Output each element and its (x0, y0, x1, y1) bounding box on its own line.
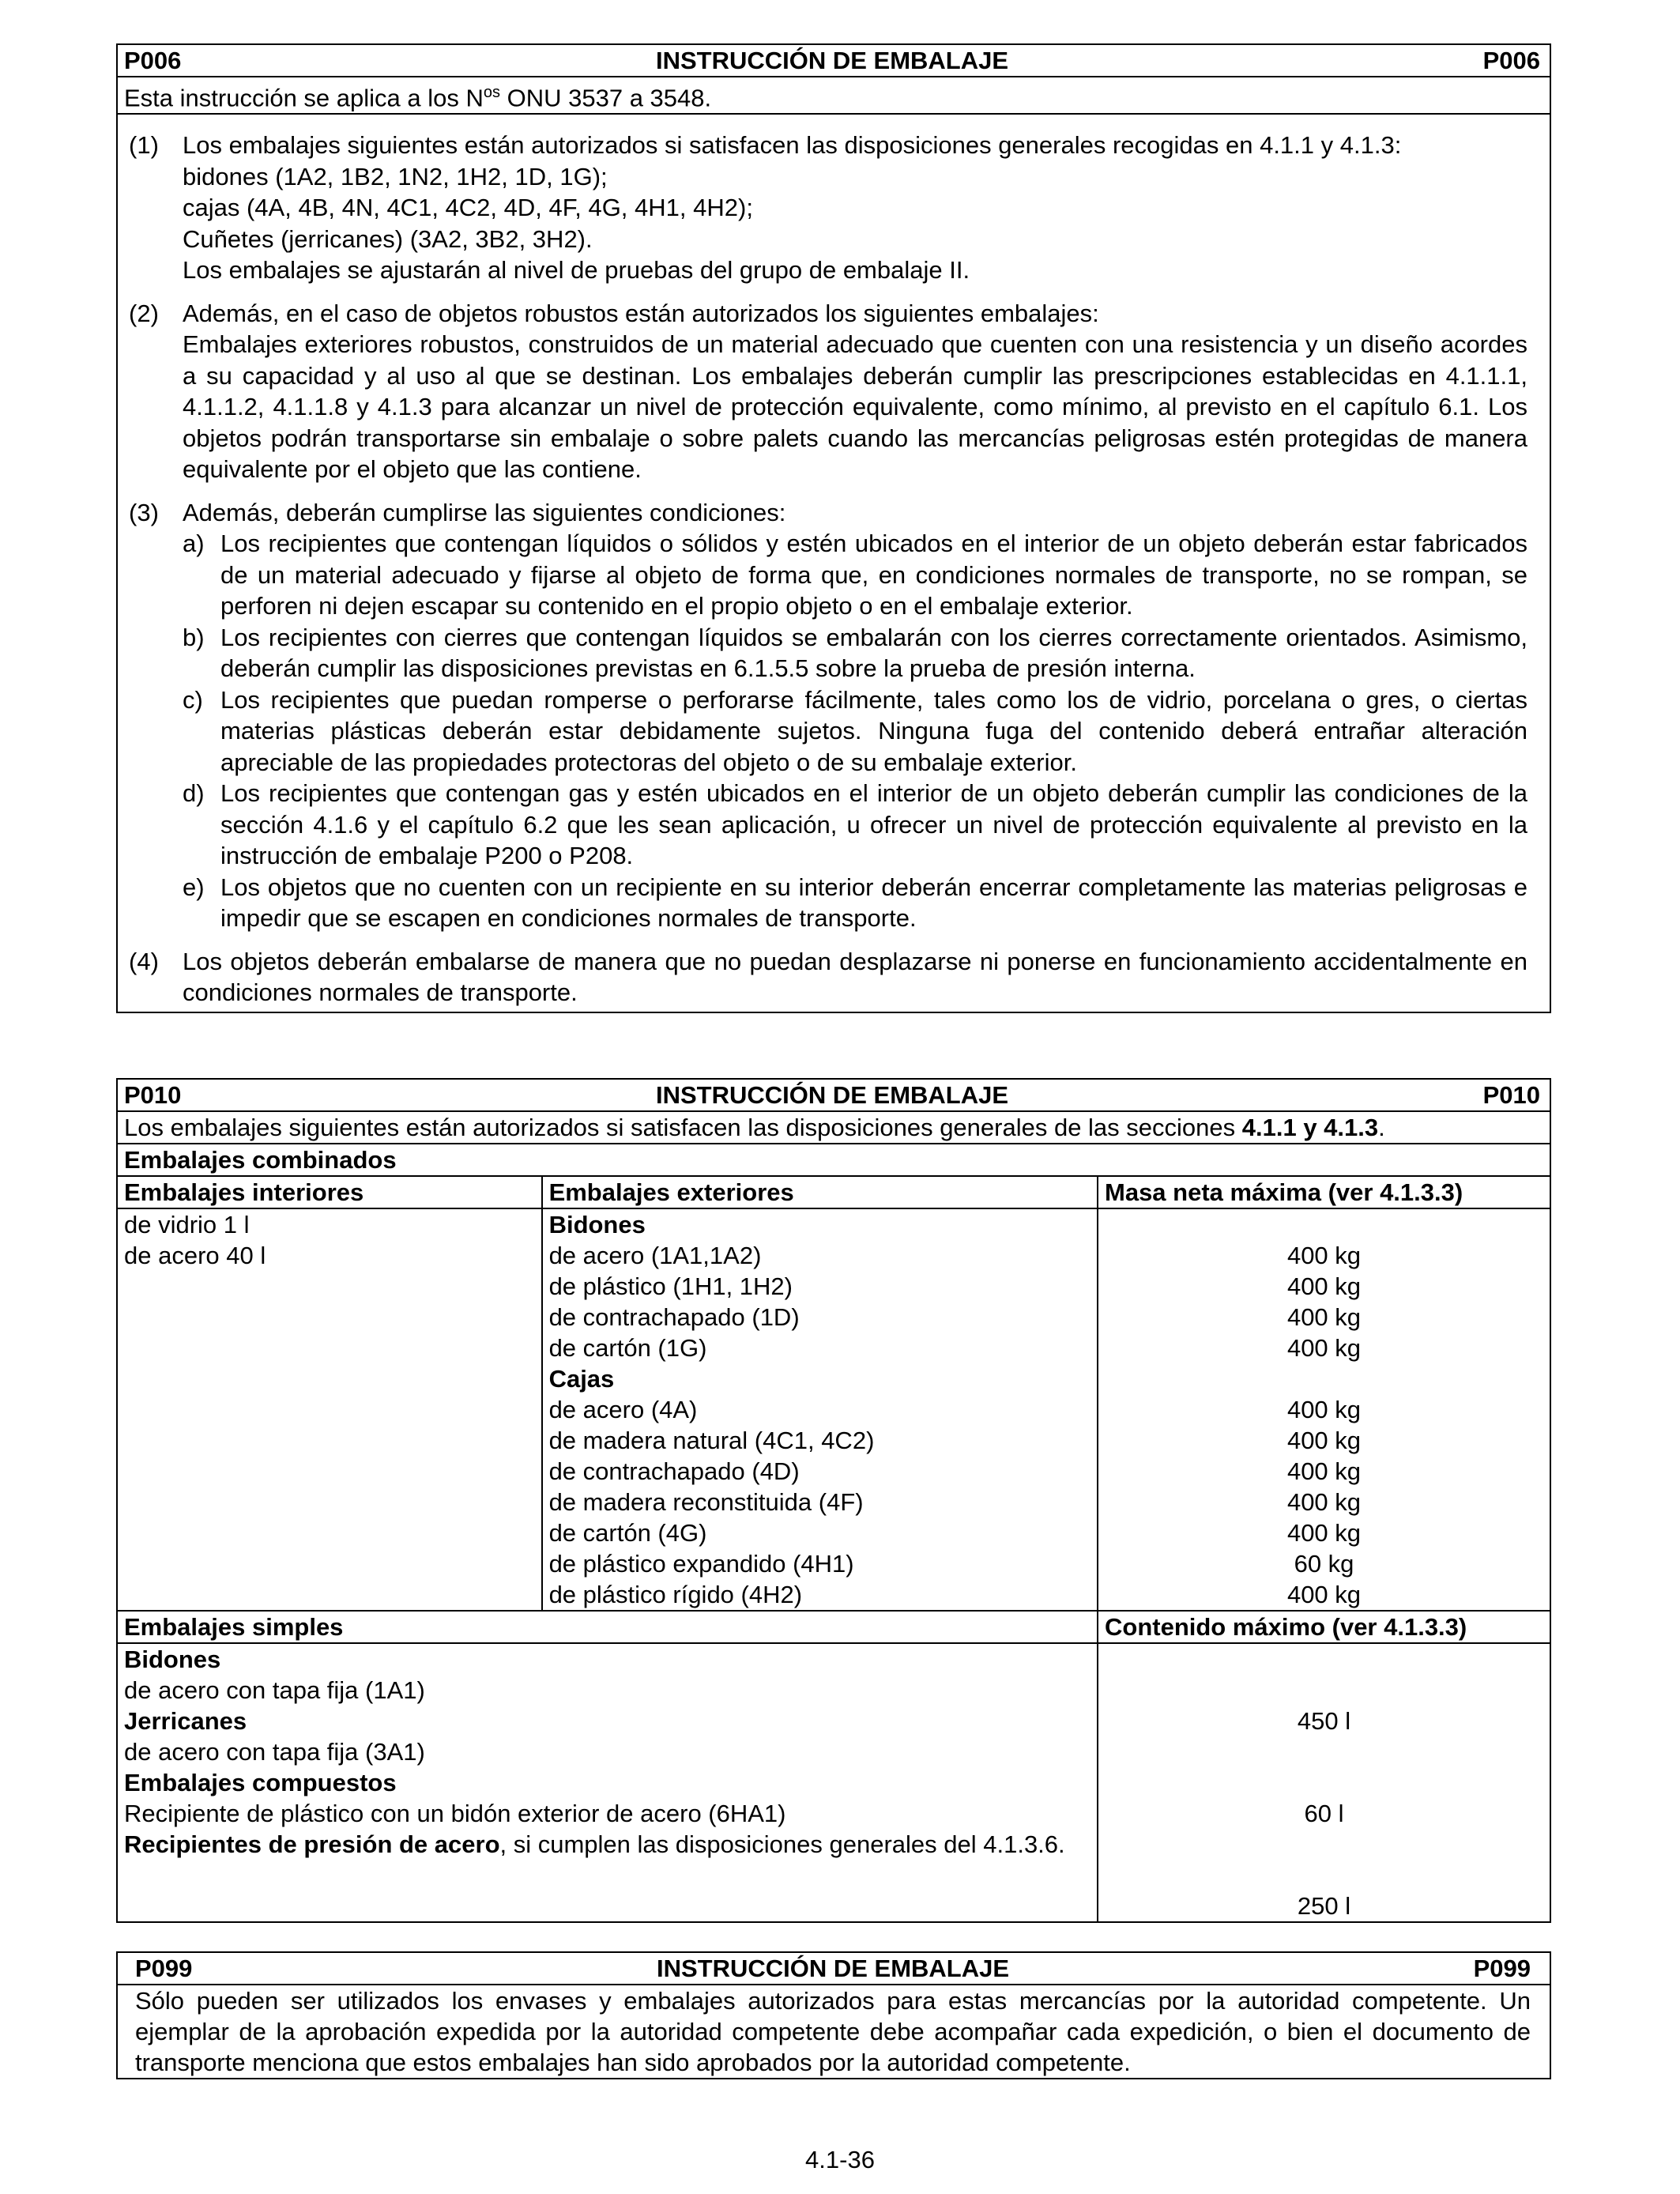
p099-code-left: P099 (135, 1955, 193, 1982)
outer-item: de plástico rígido (4H2) (548, 1581, 803, 1608)
para-number: (3) (129, 498, 159, 526)
single-col-header: Contenido máximo (ver 4.1.3.3) (1098, 1611, 1550, 1643)
single-packagings-cell (117, 1643, 1098, 1922)
item-text: Los recipientes que puedan romperse o perforarse fácilmente, tales como los de vidrio, porcelana o gres, o ciertas materias plásticas deberán estar debidamente sujetos. Ninguna fuga del contenido deberá entrañar alteración apreciable de las propiedades protectoras del objeto o de su embalaje exterior. (220, 685, 1527, 776)
item-text: Los recipientes con cierres que contengan líquidos se embalarán con los cierres correctamente orientados. Asimismo, deberán cumplir las disposiciones previstas en 6.1.5.5 sobre la prueba de presión interna. (220, 623, 1527, 683)
p099-text: Sólo pueden ser utilizados los envases y embalajes autorizados para estas mercancías por la autoridad competente. Un ejemplar de la aprobación expedida por la autoridad competente debe acompañar cada expedición, o bien el documento de transporte menciona que estos embalajes han sido aprobados por la autoridad competente. (135, 1987, 1531, 2076)
outer-packagings-cell (542, 1208, 1098, 1611)
outer-item: de madera natural (4C1, 4C2) (548, 1427, 875, 1454)
mass-value: 60 kg (1294, 1550, 1354, 1578)
mass-value: 400 kg (1286, 1457, 1362, 1485)
p010-intro-post: . (1378, 1114, 1385, 1141)
mass-value: 400 kg (1286, 1334, 1362, 1362)
pressure-receptacles-text (124, 1829, 1090, 1860)
mass-cell (1098, 1208, 1550, 1611)
p099-title: INSTRUCCIÓN DE EMBALAJE (656, 1955, 1010, 1982)
p006-p3-item (183, 872, 1527, 934)
mass-value: 400 kg (1286, 1272, 1362, 1300)
p006-code-left: P006 (124, 47, 182, 74)
mass-value (1105, 1209, 1543, 1240)
mass-value: 400 kg (1286, 1581, 1362, 1608)
single-group-heading: Jerricanes (124, 1707, 247, 1735)
p006-p1-line: bidones (1A2, 1B2, 1N2, 1H2, 1D, 1G); (183, 162, 608, 190)
p006-p4-text: Los objetos deberán embalarse de manera que no puedan desplazarse ni ponerse en funcionamiento accidentalmente en condiciones normales de transporte. (183, 947, 1527, 1007)
p006-block (116, 43, 1551, 1013)
single-item: Recipiente de plástico con un bidón exterior de acero (6HA1) (124, 1800, 786, 1827)
p099-header (118, 1953, 1550, 1985)
capacity-value (1105, 1829, 1543, 1860)
p006-intro-pre: Esta instrucción se aplica a los N (124, 84, 484, 112)
outer-group-heading: Cajas (548, 1365, 615, 1393)
para-number: (4) (129, 947, 159, 975)
mass-value: 400 kg (1286, 1519, 1362, 1547)
p006-para-4 (129, 946, 1527, 1008)
inner-packagings-cell (117, 1208, 542, 1611)
p099-block (116, 1951, 1551, 2079)
col-header-mass: Masa neta máxima (ver 4.1.3.3) (1098, 1176, 1550, 1208)
single-group-heading: Embalajes compuestos (124, 1769, 397, 1796)
pressure-bold: Recipientes de presión de acero (124, 1830, 500, 1858)
capacity-value: 250 l (1297, 1892, 1351, 1920)
capacity-value (1105, 1767, 1543, 1798)
outer-item: de acero (4A) (548, 1396, 698, 1423)
p006-p1-line: Los embalajes siguientes están autorizados si satisfacen las disposiciones generales recogidas en 4.1.1 y 4.1.3: (183, 131, 1402, 160)
p006-p3-item (183, 684, 1527, 778)
outer-item: de cartón (1G) (548, 1334, 707, 1362)
single-group-heading: Bidones (124, 1646, 221, 1673)
p010-intro (117, 1111, 1550, 1144)
mass-value: 400 kg (1286, 1488, 1362, 1516)
outer-item: de acero (1A1,1A2) (548, 1242, 762, 1269)
mass-value: 400 kg (1286, 1396, 1362, 1423)
col-header-outer: Embalajes exteriores (542, 1176, 1098, 1208)
single-item: de acero con tapa fija (1A1) (124, 1676, 425, 1704)
p010-code-right: P010 (1482, 1081, 1540, 1109)
item-text: Los recipientes que contengan gas y estén ubicados en el interior de un objeto deberán cumplir las condiciones de la sección 4.1.6 y el capítulo 6.2 que les sean aplicación, u ofrecer un nivel de protección equivalente al previsto en la instrucción de embalaje P200 o P208. (220, 779, 1527, 870)
p006-p3-item (183, 528, 1527, 622)
mass-value (1105, 1363, 1543, 1394)
outer-item: de cartón (4G) (548, 1519, 707, 1547)
inner-item: de acero 40 l (124, 1242, 266, 1269)
p010-code-left: P010 (124, 1081, 182, 1109)
p006-para-1 (129, 130, 1527, 286)
para-number: (1) (129, 131, 159, 160)
p006-code-right: P006 (1482, 47, 1540, 74)
single-heading: Embalajes simples (117, 1611, 1098, 1643)
p006-para-3 (129, 497, 1527, 934)
item-letter: b) (183, 623, 205, 651)
p006-header (118, 45, 1550, 77)
p006-p3-item (183, 778, 1527, 872)
mass-value: 400 kg (1286, 1303, 1362, 1331)
p099-code-right: P099 (1473, 1955, 1531, 1982)
p006-intro-post: ONU 3537 a 3548. (500, 84, 712, 112)
capacity-value (1105, 1675, 1543, 1706)
p006-p3-item (183, 622, 1527, 684)
item-letter: c) (183, 685, 203, 714)
item-letter: e) (183, 873, 205, 901)
p006-title: INSTRUCCIÓN DE EMBALAJE (655, 47, 1009, 74)
p006-para-2 (129, 298, 1527, 485)
p006-intro-sup: os (483, 84, 500, 101)
single-item: de acero con tapa fija (3A1) (124, 1738, 425, 1766)
pressure-rest: , si cumplen las disposiciones generales del 4.1.3.6. (499, 1830, 1065, 1858)
capacity-value: 450 l (1297, 1707, 1351, 1735)
outer-group-heading: Bidones (548, 1211, 646, 1238)
p006-body (118, 115, 1550, 1012)
p006-p2-first: Además, en el caso de objetos robustos están autorizados los siguientes embalajes: (183, 299, 1099, 327)
para-number: (2) (129, 299, 159, 327)
capacity-value (1105, 1860, 1543, 1891)
item-text: Los recipientes que contengan líquidos o sólidos y estén ubicados en el interior de un objeto deberán estar fabricados de un material adecuado y fijarse al objeto de forma que, en condiciones normales de transporte, no se rompan, se perforen ni dejen escapar su contenido en el propio objeto o en el embalaje exterior. (220, 530, 1527, 620)
p010-table (116, 1078, 1551, 1923)
p010-intro-pre: Los embalajes siguientes están autorizados si satisfacen las disposiciones generales de las secciones (124, 1114, 1242, 1141)
p006-p1-line: cajas (4A, 4B, 4N, 4C1, 4C2, 4D, 4F, 4G, 4H1, 4H2); (183, 194, 753, 222)
capacity-value: 60 l (1304, 1800, 1344, 1827)
outer-item: de contrachapado (4D) (548, 1457, 800, 1485)
p006-p2-text: Embalajes exteriores robustos, construidos de un material adecuado que cuenten con una resistencia y un diseño acordes a su capacidad y al uso al que se destinan. Los embalajes deberán cumplir las prescripciones establecidas en 4.1.1.1, 4.1.1.2, 4.1.1.8 y 4.1.3 para alcanzar un nivel de protección equivalente, como mínimo, al previsto en el capítulo 6.1. Los objetos podrán transportarse sin embalaje o sobre palets cuando las mercancías peligrosas estén protegidas de manera equivalente por el objeto que las contiene. (183, 330, 1527, 484)
item-text: Los objetos que no cuenten con un recipiente en su interior deberán encerrar completamente las materias peligrosas e impedir que se escapen en condiciones normales de transporte. (220, 873, 1527, 933)
p010-block (116, 1078, 1551, 1923)
p010-title: INSTRUCCIÓN DE EMBALAJE (655, 1081, 1009, 1109)
p010-combined-heading: Embalajes combinados (117, 1144, 1550, 1176)
p006-p1-line: Los embalajes se ajustarán al nivel de pruebas del grupo de embalaje II. (183, 256, 970, 285)
outer-item: de plástico (1H1, 1H2) (548, 1272, 793, 1300)
inner-item: de vidrio 1 l (124, 1211, 250, 1238)
item-letter: a) (183, 530, 205, 558)
p006-p1-line: Cuñetes (jerricanes) (3A2, 3B2, 3H2). (183, 224, 593, 253)
item-letter: d) (183, 779, 205, 808)
outer-item: de madera reconstituida (4F) (548, 1488, 864, 1516)
p010-intro-bold: 4.1.1 y 4.1.3 (1241, 1114, 1379, 1141)
outer-item: de plástico expandido (4H1) (548, 1550, 854, 1578)
single-capacity-cell (1098, 1643, 1550, 1922)
capacity-value (1105, 1736, 1543, 1767)
p006-p3-first: Además, deberán cumplirse las siguientes condiciones: (183, 498, 786, 526)
col-header-inner: Embalajes interiores (117, 1176, 542, 1208)
outer-item: de contrachapado (1D) (548, 1303, 800, 1331)
capacity-value (1105, 1644, 1543, 1675)
mass-value: 400 kg (1286, 1427, 1362, 1454)
page-number: 4.1-36 (805, 2146, 875, 2173)
mass-value: 400 kg (1286, 1242, 1362, 1269)
p010-header (124, 1080, 1540, 1110)
p006-intro (118, 77, 1550, 115)
